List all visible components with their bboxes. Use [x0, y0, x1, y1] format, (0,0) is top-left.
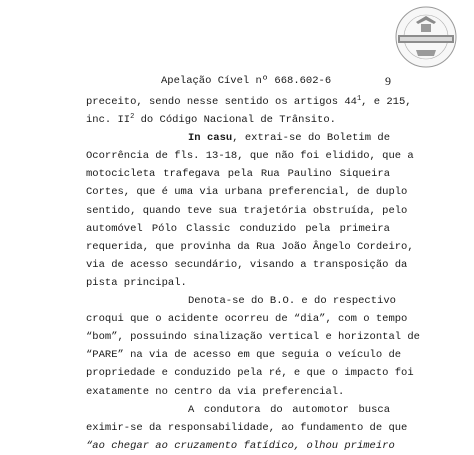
case-number: Apelação Cível nº 668.602-6: [161, 75, 332, 87]
text-line: A condutora do automotor busca: [188, 403, 390, 416]
text-line: “PARE” na via de acesso em que seguia o veículo de: [86, 349, 402, 362]
text-line: [86, 129, 390, 147]
footnote-ref: 1: [356, 95, 362, 103]
text-line: Ocorrência de fls. 13-18, que não foi elidido, que a: [86, 150, 414, 163]
text-fragment: inc. II: [86, 114, 131, 127]
court-seal-graphic: [394, 2, 458, 72]
text-line: [86, 93, 412, 111]
text-fragment: , e 215,: [361, 96, 412, 108]
text-line: exatamente no centro da via preferencial.: [86, 385, 345, 398]
text-line: croqui que o acidente ocorreu de “dia”, com o tempo: [86, 313, 408, 326]
text-fragment: preceito, sendo nesse sentido os artigos 44: [86, 96, 357, 108]
text-line: “bom”, possuindo sinalização vertical e horizontal de: [86, 331, 420, 344]
text-line: Denota-se do B.O. e do respectivo: [188, 295, 396, 308]
text-line: requerida, que provinha da Rua João Ângelo Cordeiro,: [86, 240, 414, 253]
page-number: 9: [385, 74, 391, 88]
text-fragment: , extrai-se do Boletim de: [232, 132, 391, 145]
text-line: propriedade e conduzido pela ré, e que o impacto foi: [86, 367, 414, 380]
text-line: sentido, quando teve sua trajetória obstruída, pelo: [86, 204, 408, 217]
text-line: via de acesso secundário, visando a transposição da: [86, 258, 408, 271]
quoted-italic-text: “ao chegar ao cruzamento fatídico, olhou primeiro: [86, 439, 395, 452]
document-header: [0, 73, 474, 89]
document-body: [86, 93, 420, 455]
text-line: Cortes, que é uma via urbana preferencial, de duplo: [86, 186, 408, 199]
text-line: [86, 111, 390, 129]
text-fragment: do Código Nacional de Trânsito.: [134, 114, 336, 127]
text-line: automóvel Pólo Classic conduzido pela primeira: [86, 222, 390, 235]
footnote-ref: 2: [130, 113, 135, 122]
court-seal: [394, 2, 458, 72]
bold-phrase: In casu: [188, 132, 233, 145]
text-line: eximir-se da responsabilidade, ao fundamento de que: [86, 421, 408, 434]
text-line: pista principal.: [86, 276, 187, 289]
text-line: motocicleta trafegava pela Rua Paulino Siqueira: [86, 168, 390, 181]
text-line: [86, 437, 395, 455]
